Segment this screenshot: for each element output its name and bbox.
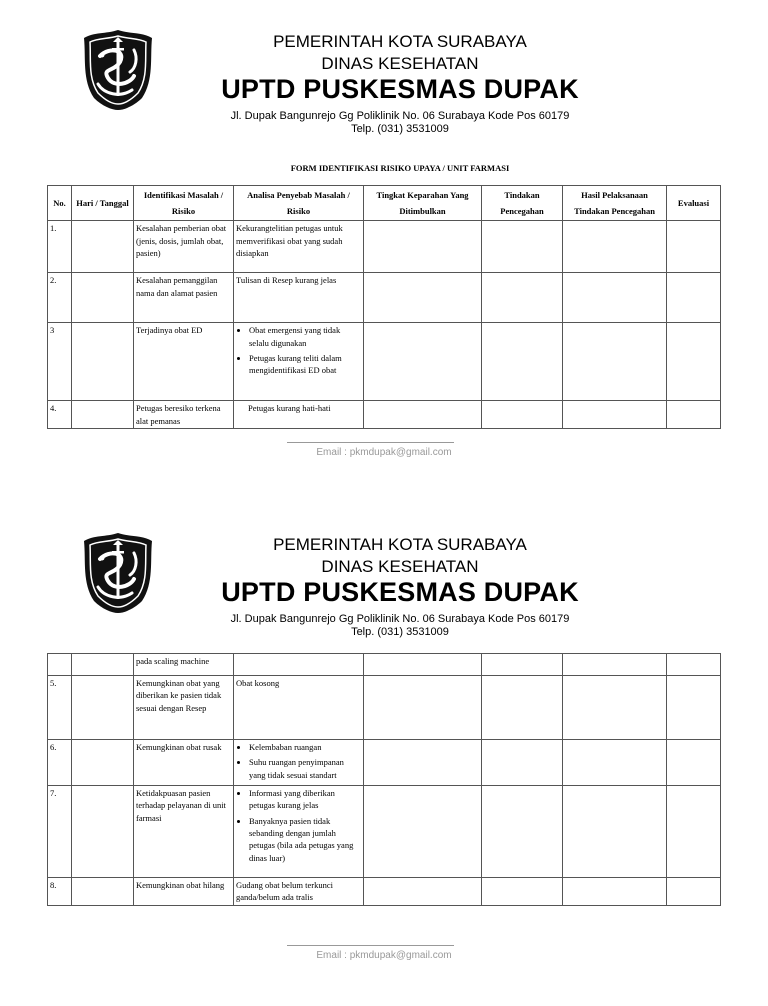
row-number: 7. (48, 785, 72, 877)
department-name: DINAS KESEHATAN (321, 54, 479, 73)
cause-cell: Kekurangtelitian petugas untuk memverifikasi obat yang sudah disiapkan (234, 221, 364, 273)
government-name: PEMERINTAH KOTA SURABAYA (273, 32, 527, 51)
surabaya-emblem-icon (80, 28, 156, 112)
table-row (48, 676, 721, 740)
severity-cell (364, 676, 482, 740)
prevention-cell (482, 401, 563, 429)
day-cell (72, 676, 134, 740)
table-row (48, 785, 721, 877)
evaluation-cell (667, 401, 721, 429)
severity-cell (364, 273, 482, 323)
table-row (48, 740, 721, 786)
evaluation-cell (667, 273, 721, 323)
institution-address: Jl. Dupak Bangunrejo Gg Poliklinik No. 06 Surabaya Kode Pos 60179 (230, 110, 570, 122)
cause-bullet: • Informasi yang diberikan petugas kurang jelas (249, 787, 361, 812)
cause-bullet: • Obat emergensi yang tidak selalu digunakan (249, 324, 361, 349)
risk-table-page-1 (47, 185, 721, 429)
result-cell (563, 676, 667, 740)
row-number: 5. (48, 676, 72, 740)
day-cell (72, 323, 134, 401)
severity-cell (364, 877, 482, 905)
cause-bullet: • Kelembaban ruangan (249, 741, 361, 753)
problem-cell: Ketidakpuasan pasien terhadap pelayanan di unit farmasi (134, 785, 234, 877)
day-cell (72, 273, 134, 323)
surabaya-emblem-icon (80, 531, 156, 615)
result-cell (563, 740, 667, 786)
form-title: FORM IDENTIFIKASI RISIKO UPAYA / UNIT FARMASI (290, 163, 510, 173)
day-cell (72, 654, 134, 676)
problem-cell: Kesalahan pemanggilan nama dan alamat pasien (134, 273, 234, 323)
evaluation-cell (667, 323, 721, 401)
evaluation-cell (667, 877, 721, 905)
problem-cell: Kemungkinan obat hilang (134, 877, 234, 905)
evaluation-cell (667, 221, 721, 273)
prevention-cell (482, 676, 563, 740)
severity-cell (364, 654, 482, 676)
prevention-cell (482, 877, 563, 905)
institution-phone: Telp. (031) 3531009 (351, 626, 449, 638)
result-cell (563, 401, 667, 429)
table-row (48, 221, 721, 273)
cause-cell (234, 740, 364, 786)
row-number: 1. (48, 221, 72, 273)
problem-cell: Terjadinya obat ED (134, 323, 234, 401)
table-row (48, 273, 721, 323)
government-name: PEMERINTAH KOTA SURABAYA (273, 535, 527, 554)
problem-cell: Kemungkinan obat rusak (134, 740, 234, 786)
day-cell (72, 785, 134, 877)
row-number (48, 654, 72, 676)
table-row (48, 323, 721, 401)
table-header-row (48, 186, 721, 221)
prevention-cell (482, 323, 563, 401)
row-number: 3 (48, 323, 72, 401)
row-number: 8. (48, 877, 72, 905)
institution-name: UPTD PUSKESMAS DUPAK (221, 577, 579, 607)
day-cell (72, 740, 134, 786)
cause-cell (234, 323, 364, 401)
evaluation-cell (667, 676, 721, 740)
col-header-cause: Analisa Penyebab Masalah / Risiko (234, 186, 364, 221)
evaluation-cell (667, 654, 721, 676)
cause-bullet: • Petugas kurang teliti dalam mengidentifikasi ED obat (249, 352, 361, 377)
problem-cell: Kesalahan pemberian obat (jenis, dosis, jumlah obat, pasien) (134, 221, 234, 273)
table-row (48, 877, 721, 905)
col-header-problem: Identifikasi Masalah / Risiko (134, 186, 234, 221)
table-row (48, 654, 721, 676)
result-cell (563, 785, 667, 877)
result-cell (563, 221, 667, 273)
cause-bullet: • Banyaknya pasien tidak sebanding dengan jumlah petugas (bila ada petugas yang dinas luar) (249, 815, 361, 864)
cause-cell: Obat kosong (234, 676, 364, 740)
day-cell (72, 877, 134, 905)
table-row (48, 401, 721, 429)
prevention-cell (482, 654, 563, 676)
footer-divider (287, 945, 454, 946)
result-cell (563, 654, 667, 676)
cause-cell (234, 654, 364, 676)
footer-divider (287, 442, 454, 443)
cause-cell (234, 785, 364, 877)
problem-cell: Petugas beresiko terkena alat pemanas (134, 401, 234, 429)
institution-address: Jl. Dupak Bangunrejo Gg Poliklinik No. 06 Surabaya Kode Pos 60179 (230, 613, 570, 625)
department-name: DINAS KESEHATAN (321, 557, 479, 576)
cause-cell: Tulisan di Resep kurang jelas (234, 273, 364, 323)
evaluation-cell (667, 785, 721, 877)
footer-email: Email : pkmdupak@gmail.com (316, 447, 452, 458)
result-cell (563, 877, 667, 905)
institution-phone: Telp. (031) 3531009 (351, 123, 449, 135)
row-number: 2. (48, 273, 72, 323)
prevention-cell (482, 785, 563, 877)
evaluation-cell (667, 740, 721, 786)
col-header-no: No. (48, 186, 72, 221)
result-cell (563, 273, 667, 323)
problem-cell: pada scaling machine (134, 654, 234, 676)
col-header-prevention: Tindakan Pencegahan (482, 186, 563, 221)
day-cell (72, 401, 134, 429)
footer-email: Email : pkmdupak@gmail.com (316, 950, 452, 961)
severity-cell (364, 785, 482, 877)
institution-name: UPTD PUSKESMAS DUPAK (221, 74, 579, 104)
prevention-cell (482, 221, 563, 273)
row-number: 6. (48, 740, 72, 786)
result-cell (563, 323, 667, 401)
cause-cell: Gudang obat belum terkunci ganda/belum ada tralis (234, 877, 364, 905)
row-number: 4. (48, 401, 72, 429)
risk-table-page-2 (47, 653, 721, 906)
cause-bullet: • Suhu ruangan penyimpanan yang tidak sesuai standart (249, 756, 361, 781)
col-header-evaluation: Evaluasi (667, 186, 721, 221)
severity-cell (364, 401, 482, 429)
severity-cell (364, 221, 482, 273)
prevention-cell (482, 273, 563, 323)
col-header-result: Hasil Pelaksanaan Tindakan Pencegahan (563, 186, 667, 221)
cause-cell: Petugas kurang hati-hati (234, 401, 364, 429)
col-header-day: Hari / Tanggal (72, 186, 134, 221)
severity-cell (364, 740, 482, 786)
severity-cell (364, 323, 482, 401)
prevention-cell (482, 740, 563, 786)
day-cell (72, 221, 134, 273)
problem-cell: Kemungkinan obat yang diberikan ke pasien tidak sesuai dengan Resep (134, 676, 234, 740)
col-header-severity: Tingkat Keparahan Yang Ditimbulkan (364, 186, 482, 221)
